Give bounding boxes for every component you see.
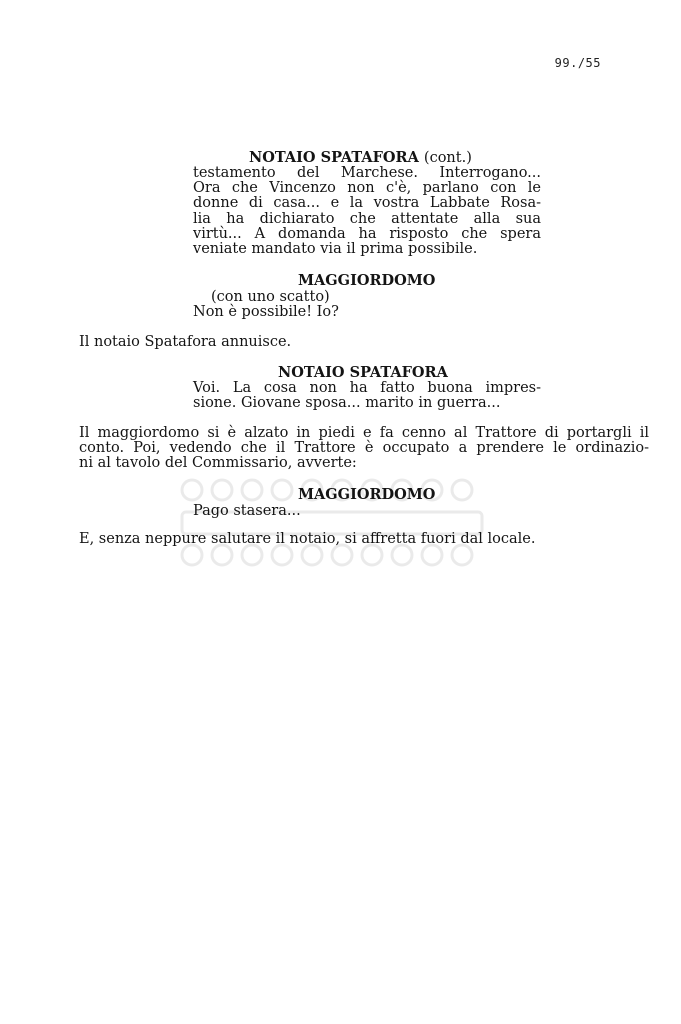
action-text: Il maggiordomo si è alzato in piedi e fa cenno al Trattore di portargli il — [79, 425, 649, 441]
dialogue-notaio-spatafora-2 — [193, 381, 541, 411]
action-line-1 — [79, 335, 649, 350]
character-name-notaio-spatafora — [249, 149, 472, 166]
continued-marker: (cont.) — [423, 150, 472, 166]
character-name-notaio-spatafora-2: NOTAIO SPATAFORA — [278, 364, 448, 381]
action-text: Il notaio Spatafora annuisce. — [79, 334, 292, 350]
dialogue-notaio-spatafora-1 — [193, 166, 541, 257]
dialogue-line: virtù... A domanda ha risposto che spera — [193, 225, 541, 242]
dialogue-line: donne di casa... e la vostra Labbate Rosa- — [193, 195, 541, 212]
dialogue-maggiordomo-2: Pago stasera... — [193, 503, 301, 519]
dialogue-line: lia ha dichiarato che attentate alla sua — [193, 210, 541, 227]
dialogue-line: Voi. La cosa non ha fatto buona impres- — [193, 380, 541, 396]
dialogue-line: Ora che Vincenzo non c'è, parlano con le — [193, 180, 541, 197]
dialogue-line: testamento del Marchese. Interrogano... — [193, 165, 541, 181]
dialogue-maggiordomo-1: Non è possibile! Io? — [193, 304, 339, 320]
watermark-pattern — [172, 470, 502, 580]
character-name-maggiordomo-2: MAGGIORDOMO — [298, 486, 436, 503]
dialogue-line: veniate mandato via il prima possibile. — [193, 241, 478, 258]
page-number: 99./55 — [554, 56, 601, 70]
character-name-text: NOTAIO SPATAFORA — [249, 149, 419, 166]
parenthetical: (con uno scatto) — [211, 289, 330, 305]
action-paragraph-2 — [79, 426, 649, 472]
action-text: E, senza neppure salutare il notaio, si affretta fuori dal locale. — [79, 531, 536, 547]
action-text: conto. Poi, vedendo che il Trattore è occupato a prendere le ordinazio- — [79, 440, 649, 457]
action-text: ni al tavolo del Commissario, avverte: — [79, 455, 357, 472]
dialogue-line: sione. Giovane sposa... marito in guerra... — [193, 395, 501, 412]
character-name-maggiordomo: MAGGIORDOMO — [298, 272, 436, 289]
